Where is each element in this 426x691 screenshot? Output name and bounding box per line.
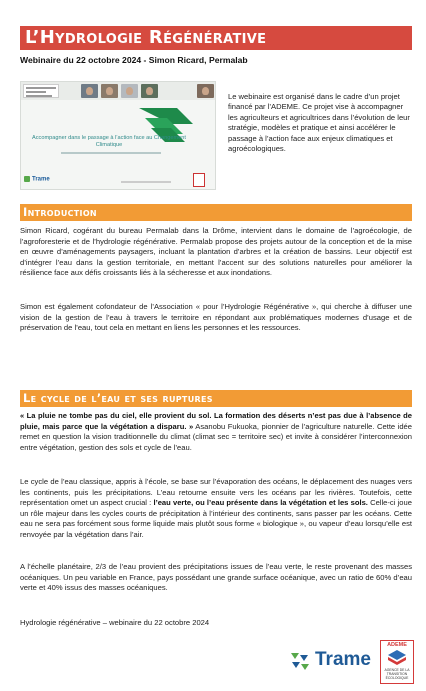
participant-thumb [121, 84, 138, 98]
trame-mark-icon [288, 649, 312, 673]
section-heading-water-cycle: Le cycle de l’eau et ses ruptures [20, 390, 412, 407]
water-cycle-paragraph-2 [20, 477, 412, 541]
document-title: L’Hydrologie Régénérative [20, 26, 412, 50]
ademe-emblem-icon [386, 649, 408, 667]
slide-trame-logo: Trame [24, 176, 50, 183]
webinar-screenshot [20, 81, 216, 190]
slide-ademe-logo [193, 173, 205, 187]
slide-title: Accompagner dans le passage à l’action face au Changement Climatique [32, 135, 186, 148]
introduction-paragraph-1: Simon Ricard, cogérant du bureau Permalab dans la Drôme, intervient dans le domaine de l’agroécologie, de l’agroforesterie et de l’hydrologie régénérative. Permalab propose des projets autour de la conception et de la mise en œuvre d’aménagements paysagers, incluant la plantation d’arbres et la création de bassins. Leur objectif est d’intégrer l’eau dans la gestion territoriale, en mettant l’accent sur des solutions naturelles pour améliorer la résilience face aux défis croissants liés à la sécheresse et aux inondations. [20, 226, 412, 278]
green-water-text: Celle-ci joue un rôle majeur dans les cycles courts de précipitation à l’intérieur des continents, sans passer par les océans. Cette eau ne sera pas forcément sous forme liquide mais plutôt sous forme « biologique », ou vapeur d’eau lorsqu’elle est renvoyée par la végétation dans l’air. [20, 498, 412, 539]
ademe-wordmark: ADEME [387, 642, 407, 648]
ademe-logo [380, 640, 414, 684]
participant-thumb [81, 84, 98, 98]
green-water-emphasis: l’eau verte, ou l’eau présente dans la végétation et les sols. [153, 498, 368, 508]
participant-label [23, 84, 59, 98]
document-subtitle: Webinaire du 22 octobre 2024 - Simon Ricard, Permalab [20, 55, 248, 65]
webinar-context-text: Le webinaire est organisé dans le cadre d’un projet financé par l’ADEME. Ce projet vise à accompagner les agriculteurs et agricultrices dans l’évolution de leur stratégie, modèles et pratique et ainsi accélérer le passage à l’action face aux enjeux climatiques et agroécologiques. [228, 92, 410, 154]
fukuoka-quote: « La pluie ne tombe pas du ciel, elle provient du sol. La formation des déserts n’est pas due à l’absence de pluie, mais parce que la végétation a disparu. » [20, 411, 412, 431]
quote-commentary: Asanobu Fukuoka, pionnier de l’agriculture naturelle. Cette idée remet en question la vision traditionnelle du climat (climat sec = territoire sec) et invite à considérer l’interconnexion entre végétation, gestion des sols et cycle de l’eau. [20, 421, 413, 452]
participant-thumb [141, 84, 158, 98]
participant-thumb [101, 84, 118, 98]
footer-text: Hydrologie régénérative – webinaire du 22 octobre 2024 [20, 618, 210, 627]
section-heading-introduction: Introduction [20, 204, 412, 221]
classic-cycle-text: Le cycle de l’eau classique, appris à l’école, se base sur l’évaporation des océans, le déplacement des nuages vers les continents, puis les précipitations. L’eau retourne ensuite vers les océans par les rivières. Toutefois, cette représentation omet un aspect crucial : [20, 477, 412, 508]
participant-thumb [197, 84, 214, 98]
participant-strip [21, 82, 216, 100]
ademe-tagline: AGENCE DE LA TRANSITION ÉCOLOGIQUE [384, 668, 410, 680]
slide-footer-line [121, 181, 171, 183]
introduction-paragraph-2: Simon est également cofondateur de l’Association « pour l’Hydrologie Régénérative », qui cherche à diffuser une vision de la gestion de l’eau à travers le territoire en répondant aux problématiques modernes d’usage et de préservation de l’eau, tout cela en mettant en liens les personnes et les ressources. [20, 302, 412, 333]
water-cycle-paragraph-3: A l’échelle planétaire, 2/3 de l’eau provient des précipitations issues de l’eau verte, le reste provenant des masses océaniques. Un peu variable en France, pays possédant une grande surface océanique, avec un ratio de 60% d’eau verte et 40% issus des masses océaniques. [20, 562, 412, 593]
slide-subtitle-line [61, 152, 161, 154]
trame-logo [288, 648, 371, 674]
water-cycle-paragraph-1 [20, 411, 412, 453]
trame-wordmark: Trame [315, 649, 371, 670]
